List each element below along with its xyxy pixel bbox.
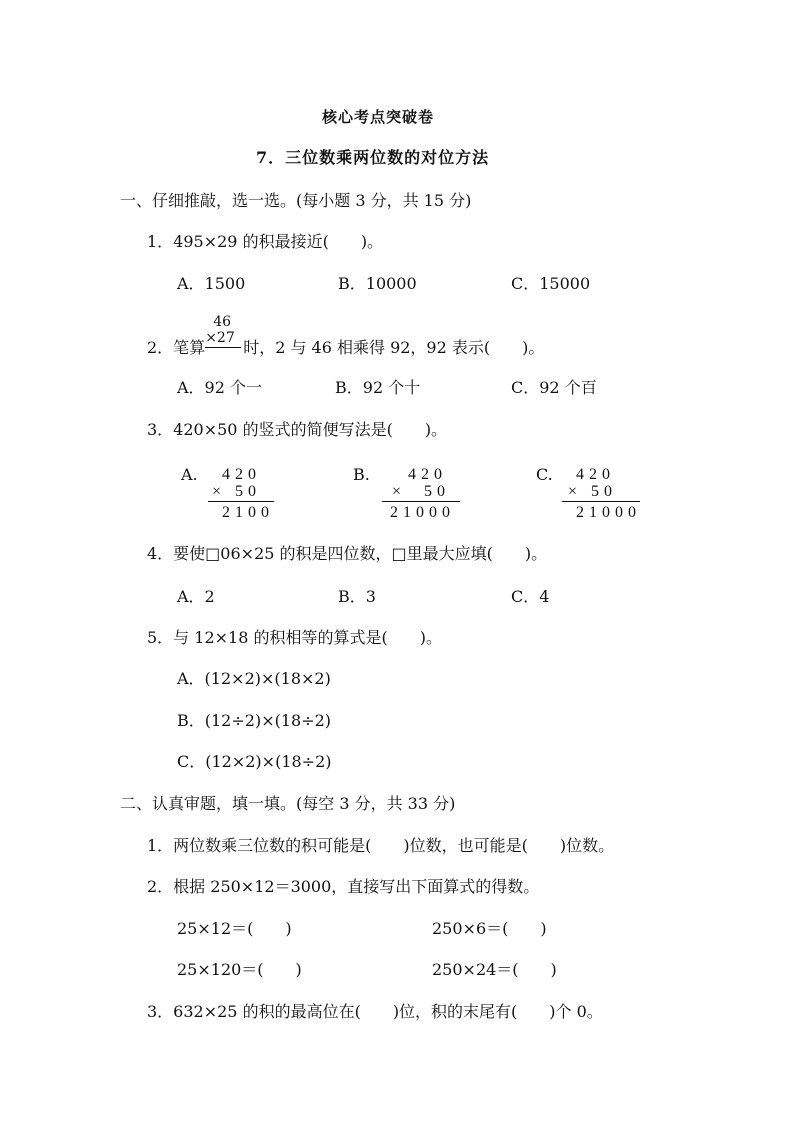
q1-3-option-c-label: C. (536, 465, 553, 484)
q1-2-option-b: B．92 个十 (335, 378, 421, 397)
page-title: 核心考点突破卷 (322, 108, 435, 126)
q1-3-a-result: 2100 (222, 504, 274, 521)
q1-3-option-b-label: B. (353, 465, 370, 484)
q1-4-option-b: B．3 (338, 587, 376, 606)
q2-3-stem: 3．632×25 的积的最高位在( )位，积的末尾有( )个 0。 (147, 1002, 603, 1021)
q1-2-prefix: 2．笔算 (147, 338, 206, 357)
q1-2-option-c: C．92 个百 (511, 378, 597, 397)
q2-2-expr-3: 25×120＝( ) (177, 960, 302, 979)
q1-2-mult-top: 46 (213, 314, 232, 330)
q1-3-a-top: 420 (222, 466, 261, 483)
q1-3-b-top: 420 (408, 466, 447, 483)
q1-3-b-mid: × 50 (392, 483, 451, 500)
q1-3-option-a-label: A. (181, 465, 198, 484)
q1-3-option-c-vertical (562, 467, 641, 521)
q2-2-stem: 2．根据 250×12＝3000，直接写出下面算式的得数。 (147, 877, 540, 896)
q1-5-option-b: B．(12÷2)×(18÷2) (177, 711, 332, 730)
q1-5-option-c: C．(12×2)×(18÷2) (177, 752, 332, 771)
q1-3-c-mid: × 50 (568, 483, 618, 500)
q1-2-inline-multiplication (205, 314, 243, 353)
q1-1-option-c: C．15000 (511, 274, 591, 293)
q1-3-b-result: 21000 (390, 504, 455, 521)
q1-2-mult-line (205, 347, 241, 348)
q1-2-suffix: 时，2 与 46 相乘得 92，92 表示( )。 (243, 338, 545, 357)
q2-2-expr-1: 25×12＝( ) (177, 919, 292, 938)
q1-3-stem: 3．420×50 的竖式的简便写法是( )。 (147, 420, 448, 439)
q1-4-stem: 4．要使□06×25 的积是四位数，□里最大应填( )。 (147, 544, 548, 563)
q1-2-mult-bottom: ×27 (205, 330, 235, 346)
q1-4-option-c: C．4 (511, 587, 550, 606)
q1-2-stem (147, 314, 545, 357)
q1-3-b-line (382, 501, 460, 502)
section1-heading: 一、仔细推敲，选一选。(每小题 3 分，共 15 分) (120, 191, 472, 210)
q1-2-option-a: A．92 个一 (177, 378, 263, 397)
q2-1-stem: 1．两位数乘三位数的积可能是( )位数，也可能是( )位数。 (147, 836, 615, 855)
q1-1-stem: 1．495×29 的积最接近( )。 (147, 232, 384, 251)
q1-1-option-a: A．1500 (177, 274, 246, 293)
q1-5-option-a: A．(12×2)×(18×2) (177, 669, 331, 688)
page-subtitle: 7．三位数乘两位数的对位方法 (256, 148, 490, 167)
q1-3-c-line (562, 501, 640, 502)
q1-3-c-top: 420 (576, 466, 615, 483)
q1-3-option-b-vertical (382, 467, 460, 521)
section2-heading: 二、认真审题，填一填。(每空 3 分，共 33 分) (120, 794, 456, 813)
q1-4-option-a: A．2 (177, 587, 215, 606)
q1-3-option-a-vertical (208, 467, 274, 521)
q1-3-c-result: 21000 (576, 504, 641, 521)
q1-5-stem: 5．与 12×18 的积相等的算式是( )。 (147, 628, 442, 647)
q1-3-a-mid: × 50 (212, 483, 262, 500)
q2-2-expr-4: 250×24＝( ) (432, 960, 557, 979)
q2-2-expr-2: 250×6＝( ) (432, 919, 547, 938)
q1-1-option-b: B．10000 (338, 274, 417, 293)
q1-3-a-line (208, 501, 274, 502)
